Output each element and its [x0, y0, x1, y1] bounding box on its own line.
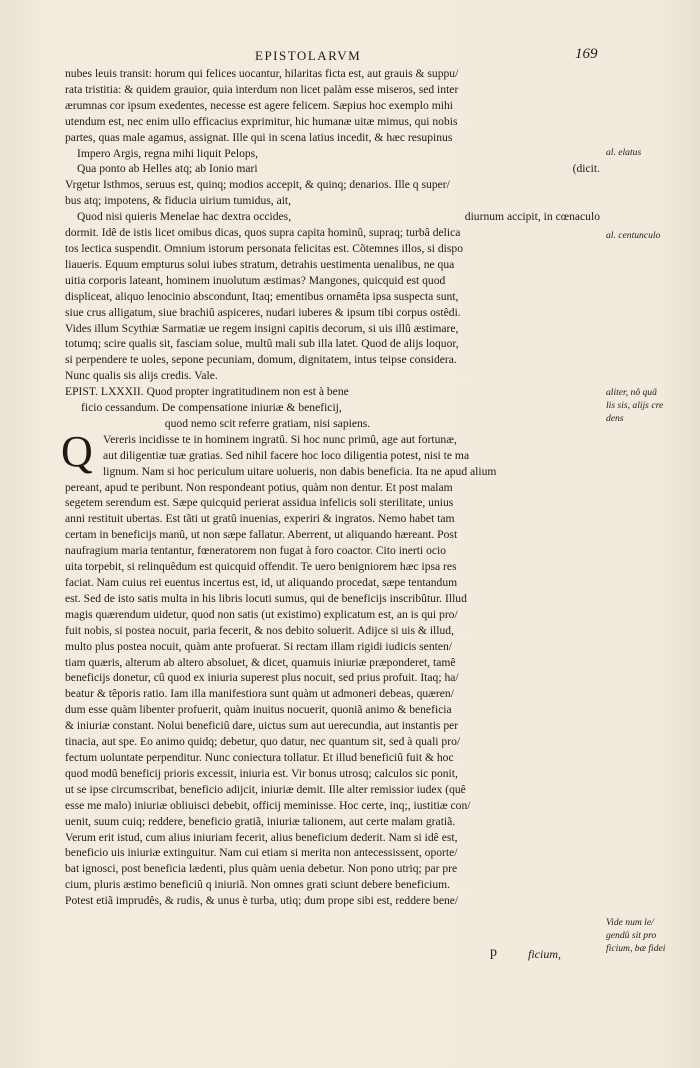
text-line: Vrgetur Isthmos, seruus est, quinq; modios accepit, & quinq; denarios. Ille q super/ — [65, 178, 450, 192]
text-line: Nunc qualis sis alijs credis. Vale. — [65, 369, 218, 383]
text-line: esse me malo) iniuriæ obliuisci debebit, officij meminisse. Hoc certe, inq;, iustitiæ con/ — [65, 798, 471, 812]
text-line: dormit. Idê de istis licet omibus dicas, quos supra capita hominû, supraq; turbâ delica — [65, 226, 461, 240]
text-line: beneficio uis iniuriæ extinguitur. Nam cui etiam si merita non antecessissent, oporte/ — [65, 846, 458, 860]
text-line: certam in beneficijs manû, ut non sæpe fallatur. Aberrent, ut aliquando hæreant. Post — [65, 528, 458, 542]
text-line: est. Sed de isto satis multa in his libris locuti sumus, qui de beneficijs inscribûtur. Illud — [65, 591, 467, 605]
text-line: uenit, suum cuiq; reddere, beneficio gratiã, iniuriæ talionem, aut certe malam gratiã. — [65, 814, 456, 828]
text-block-2 — [65, 480, 600, 909]
text-line: tos lectica suspendit. Omnium istorum personata felicitas est. Cõtemnes illos, si dispo — [65, 241, 463, 255]
text-line: bat ignosci, post beneficia lædenti, plus quàm uenia debetur. Non pono utriq; par pre — [65, 862, 458, 876]
text-line: totumq; scire qualis sit, fasciam solue, multû mali sub illa latet. Quod de alijs loquor, — [65, 337, 459, 351]
text-line: aut diligentiæ tuæ gratias. Sed nihil facere hoc loco diligentia potest, nisi te ma — [103, 448, 470, 462]
margin-note-line: dens — [606, 413, 624, 424]
dropcap-paragraph — [61, 426, 600, 480]
epistle-heading-line-1: EPIST. LXXXII. Quod propter ingratitudinem non est à bene — [65, 385, 349, 399]
text-line: fectum uoluntate perpenditur. Nunc coniectura tollatur. Et illud beneficiû fuit & hoc — [65, 750, 454, 764]
text-line: ærumnas cor ipsum exedentes, necesse est agere felicem. Sæpius hoc exemplo mihi — [65, 98, 453, 112]
text-line: utendum est, nec enim ullo efficacius exprimitur, hic humanæ uitæ mimus, qui nobis — [65, 114, 458, 128]
margin-note: al. elatus — [606, 147, 642, 158]
text-line: Impero Argis, regna mihi liquit Pelops, — [77, 146, 259, 160]
verse-tail: diurnum accipit, in cœnaculo — [464, 210, 600, 224]
margin-note — [606, 916, 698, 955]
text-line — [65, 161, 600, 177]
text-line: cium, pluris æstimo beneficiû q iniuriã. Non omnes grati sciunt debere beneficium. — [65, 878, 451, 892]
running-title: EPISTOLARVM — [255, 48, 362, 63]
text-line: lignum. Nam si hoc periculum uitare uolueris, non dabis beneficia. Ita ne apud alium — [103, 464, 497, 478]
text-line: liaueris. Equum empturus solui iubes stratum, detrahis uestimenta uenalibus, ne qua — [65, 257, 455, 271]
text-line: segetem serendum est. Sæpe quicquid perierat assidua infelicis soli sterilitate, unius — [65, 496, 454, 510]
text-line: beatur & têporis ratio. Iam illa manifestiora sunt quàm ut admoneri debeas, quæren/ — [65, 687, 454, 701]
folio-number: 169 — [575, 46, 598, 62]
catchword: ficium, — [528, 947, 561, 961]
text-line: partes, quas male agamus, assignat. Ille qui in scena latius incedit, & hæc resupinus — [65, 130, 453, 144]
verse-text: Quod nisi quieris Menelae hac dextra occides, — [77, 210, 292, 224]
text-line: magis quærendum uidetur, quod non satis (ut existimo) explicatum est, an is qui pro/ — [65, 607, 458, 621]
text-line: ut se ipse circumscribat, beneficio adijcit, iniuriæ demit. Ille alter remissior iudex (quê — [65, 782, 466, 796]
text-line: siue crus alligatum, siue brachiû aspiceres, nudari iuberes & ipsum tibi corpus ostêdi. — [65, 305, 461, 319]
verse-text: Qua ponto ab Helles atq; ab Ionio mari — [77, 162, 258, 176]
text-line: tinacia, aut spe. Eo animo quidq; debetur, quo datur, nec quantum sit, sed à quali pro/ — [65, 735, 461, 749]
text-line: faciat. Nam cuius rei euentus incertus est, id, ut aliquando procedat, sæpe tentandum — [65, 576, 458, 589]
margin-note-line: gendû sit pro — [606, 930, 657, 941]
text-line — [65, 209, 600, 225]
margin-note-line: Vide num le/ — [606, 917, 654, 928]
text-line: displiceat, aliquo lenocinio abscondunt, Itaq; ementibus ornamêta ipsa suspecta sunt, — [65, 289, 459, 303]
text-line: uita torpebit, si relinquêdum est quicquid offendit. Te uero benigniorem hæc ipsa res — [65, 560, 457, 574]
margin-note-line: ficium, bæ fidei — [606, 943, 666, 954]
margin-note-line: lis sis, alijs cre — [606, 400, 664, 411]
text-line: bus atq; impotens, & fiducia uirium tumidus, ait, — [65, 194, 292, 208]
text-line: dum esse quàm libenter profuerit, quàm inuitus nocuerit, quoniã animo & beneficia — [65, 703, 452, 717]
text-line: naufragium maria tentantur, fœneratorem non fugat à foro coactor. Cito inerti ocio — [65, 544, 447, 558]
text-line: rata tristitia: & quidem grauior, quia interdum non licet palàm esse miseros, sed inter — [65, 82, 459, 96]
text-line: Vides illum Scythiæ Sarmatiæ ue regem insigni capitis decorum, si uis illû æstimare, — [65, 321, 459, 335]
epistle-heading-line-3: quod nemo scit referre gratiam, nisi sapiens. — [164, 416, 371, 430]
text-line: anni restituit ubertas. Est tãti ut gratû inuenias, experiri & ingratos. Nemo habet tam — [65, 512, 455, 526]
text-line: pereant, apud te peribunt. Non respondeant potius, quàm non dentur. Et post malam — [65, 480, 453, 494]
text-line: Vereris incidisse te in hominem ingratû. Si hoc nunc primû, age aut fortunæ, — [103, 432, 457, 446]
text-line: & iniuriæ constant. Nolui beneficiû dare, uictus sum aut uerecundia, aut instantis per — [65, 719, 459, 733]
text-line: multo plus postea nocuit, quàm ante profuerat. Si rectam illam rigidi iudicis senten/ — [65, 639, 453, 653]
text-line: uitia corporis lateant, hominem inuolutum æstimas? Mangones, quicquid est quod — [65, 273, 446, 287]
epistle-heading-line-2: ficio cessandum. De compensatione iniuriæ & beneficij, — [81, 401, 342, 415]
text-line: beneficijs donetur, cû quod ex iniuria superest plus nocuit, sed prius profuit. Itaq; ha/ — [65, 671, 459, 685]
margin-note — [606, 386, 698, 425]
margin-note: al. centunculo — [606, 230, 661, 241]
text-line: quod modû beneficij prioris excessit, iniuria est. Vir bonus utrosq; calculos sic ponit, — [65, 766, 458, 780]
text-line: fuit nobis, si postea nocuit, paria fecerit, & nos debito soluerit. Adijce si uis & illud, — [65, 623, 454, 637]
text-line: nubes leuis transit: horum qui felices uocantur, hilaritas ficta est, aut grauis & suppu/ — [65, 67, 459, 80]
text-line: Verum erit istud, cum alius iniuriam fecerit, alius beneficium dederit. Nam si idê est, — [65, 830, 458, 844]
signature-mark: p — [490, 945, 497, 960]
verse-tag: (dicit. — [572, 162, 600, 176]
text-block-1 — [65, 66, 600, 384]
margin-note-line: aliter, nô quã — [606, 387, 657, 398]
drop-capital: Q — [61, 426, 93, 476]
text-line: tiam quæris, alterum ab altero absoluet, & dicet, quamuis iniuriæ præponderet, tamê — [65, 655, 456, 669]
text-line: si perpendere te uoles, sepone pecuniam, domum, dignitatem, intus teipse considera. — [65, 353, 457, 367]
text-body — [61, 66, 600, 909]
text-line: Potest etiã imprudês, & rudis, & unus è turba, utiq; dum prope sibi est, reddere bene/ — [65, 894, 459, 908]
